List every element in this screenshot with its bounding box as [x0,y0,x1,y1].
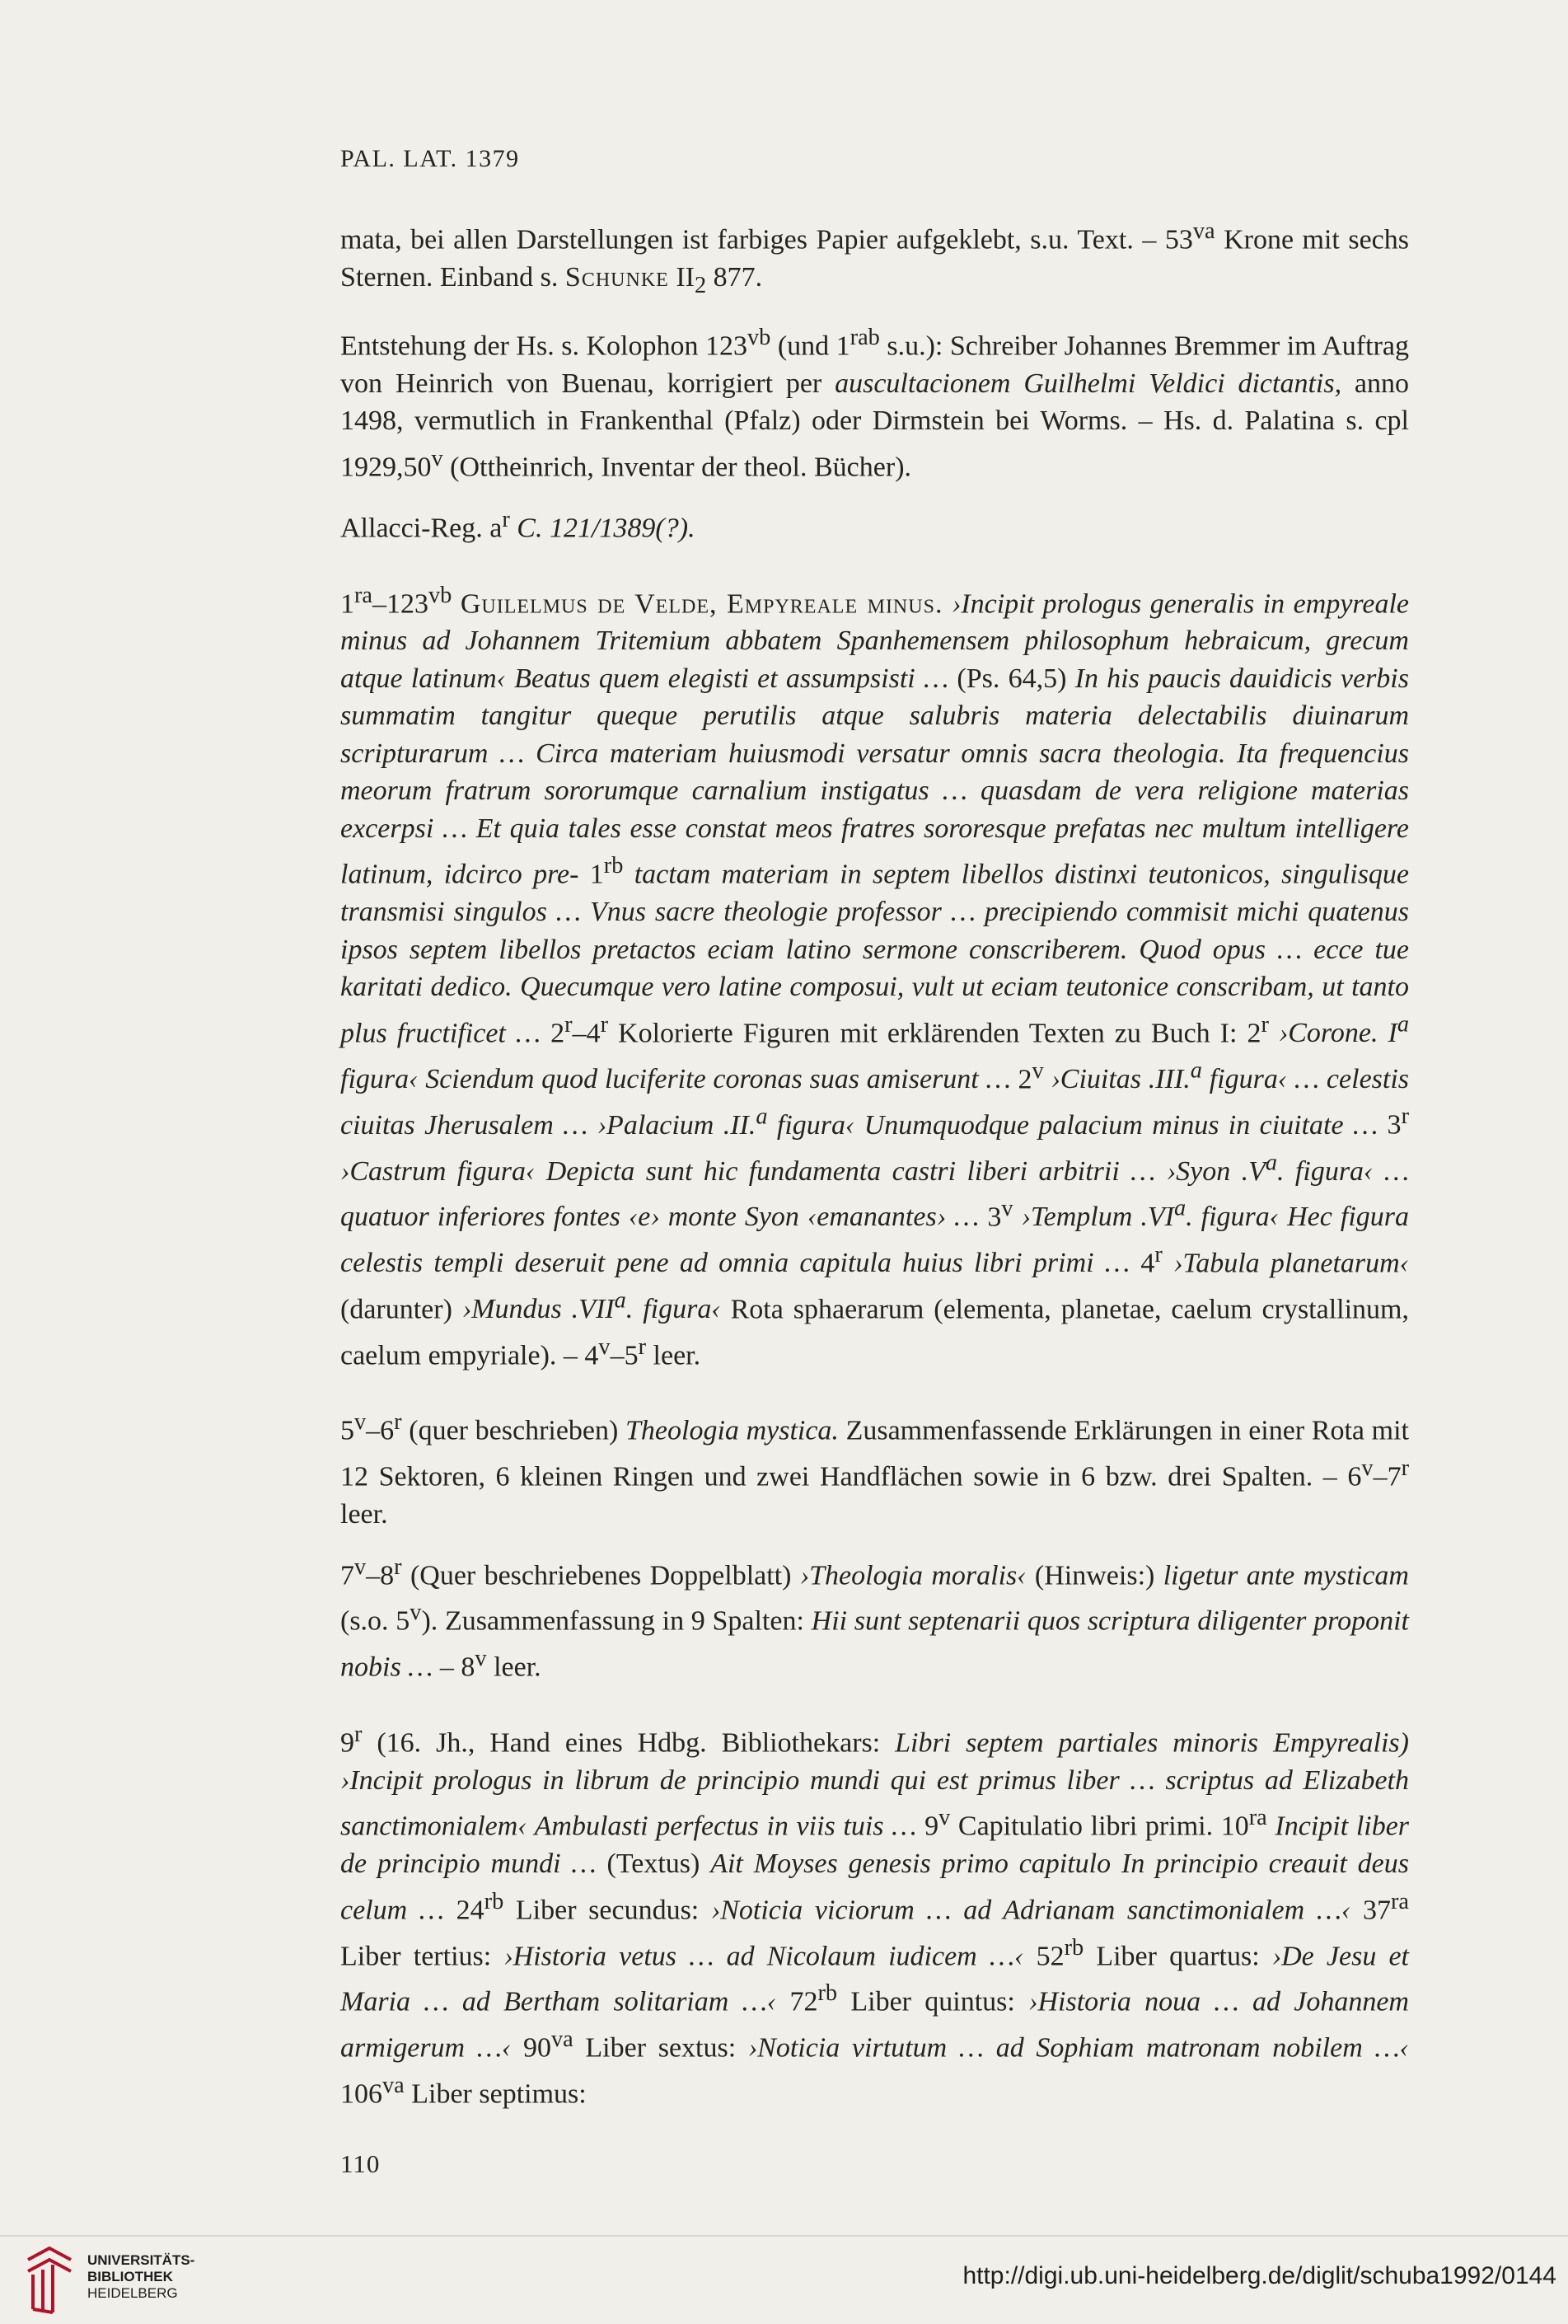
description-paragraph: 9$^r$ (16. Jh., Hand eines Hdbg. Bibliothekars: Libri septem partiales minoris Empyrealis) ›Incipit prologus in librum de principio mundi qui est primus liber … scriptus ad Elizabeth sanctimonialem‹ Ambulasti perfectus in viis tuis … 9$^v$ Capitulatio libri primi. $10^{ra}$ Incipit liber de principio mundi … (Textus) Ait Moyses genesis primo capitulo In principio creauit deus celum … $24^{rb}$ Liber secundus: ›Noticia viciorum … ad Adrianam sanctimonialem …‹ $37^{ra}$ Liber tertius: ›Historia vetus … ad Nicolaum iudicem …‹ $52^{rb}$ Liber quartus: ›De Jesu et Maria … ad Bertham solitariam …‹ $72^{rb}$ Liber quintus: ›Historia noua … ad Johannem armigerum …‹ $90^{va}$ Liber sextus: ›Noticia virtutum … ad Sophiam matronam nobilem …‹ $106^{va}$ Liber septimus: [340,1722,1410,2110]
description-paragraph: 5$^v$–6$^r$ (quer beschrieben) Theologia mystica. Zusammenfassende Erklärungen in einer Rota mit 12 Sektoren, 6 kleinen Ringen und zwei Handflächen sowie in 6 bzw. drei Spalten. – 6$^v$–7$^r$ leer. [340,1409,1410,1530]
page-number: 110 [340,2149,381,2178]
library-name-line: BIBLIOTHEK [87,2269,173,2284]
description-paragraph: Entstehung der Hs. s. Kolophon $123^{vb}$ (und $1^{rab}$ s.u.): Schreiber Johannes Bremmer im Auftrag von Heinrich von Buenau, korrigiert per auscultacionem Guilhelmi Veldici dictantis, anno 1498, vermutlich in Frankenthal (Pfalz) oder Dirmstein bei Worms. – Hs. d. Palatina s. cpl 1929,50$^v$ (Ottheinrich, Inventar der theol. Bücher). [340,325,1410,483]
description-paragraph: $1^{ra}-123^{vb}$ Guilelmus de Velde, Empyreale minus. ›Incipit prologus generalis in empyreale minus ad Johannem Tritemium abbatem Spanhemensem philosophum hebraicum, grecum atque latinum‹ Beatus quem elegisti et assumpsisti … (Ps. 64,5) In his paucis dauidicis verbis summatim tangitur queque perutilis atque salubris materia delectabilis diuinarum scripturarum … Circa materiam huiusmodi versatur omnis sacra theologia. Ita frequencius meorum fratrum sororumque carnalium instigatus … quasdam de vera religione materias excerpsi … Et quia tales esse constat meos fratres sororesque prefatas nec multum intelligere latinum, idcirco pre- $1^{rb}$ tactam materiam in septem libellos distinxi teutonicos, singulisque transmisi singulos … Vnus sacre theologie professor … precipiendo commisit michi quatenus ipsos septem libellos pretactos eciam latino sermone conscriberem. Quod opus … ecce tue karitati dedico. Quecumque vero latine composui, vult ut eciam teutonice conscribam, ut tanto plus fructificet … 2$^r$–4$^r$ Kolorierte Figuren mit erklärenden Texten zu Buch I: 2$^r$ ›Corone. $I^a$ figura‹ Sciendum quod luciferite coronas suas amiserunt … 2$^v$ ›Ciuitas .III.$^a$ figura‹ … celestis ciuitas Jherusalem … ›Palacium .II.$^a$ figura‹ Unumquodque palacium minus in ciuitate … 3$^r$ ›Castrum figura‹ Depicta sunt hic fundamenta castri liberi arbitrii … ›Syon $.V^a$. figura‹ … quatuor inferiores fontes ‹e› monte Syon ‹emanantes› … 3$^v$ ›Templum $.VI^a$. figura‹ Hec figura celestis templi deseruit pene ad omnia capitula huius libri primi … 4$^r$ ›Tabula planetarum‹ (darunter) ›Mundus .VII$^a$. figura‹ Rota sphaerarum (elementa, planetae, caelum crystallinum, caelum empyriale). – 4$^v$–5$^r$ leer. [340,582,1410,1371]
library-name-line: HEIDELBERG [87,2285,178,2301]
description-paragraph: 7$^v$–8$^r$ (Quer beschriebenes Doppelblatt) ›Theologia moralis‹ (Hinweis:) ligetur ante mysticam (s.o. 5$^v$). Zusammenfassung in 9 Spalten: Hii sunt septenarii quos scriptura diligenter proponit nobis … – 8$^v$ leer. [340,1553,1409,1683]
catalogue-entry-text [340,213,1409,2113]
source-url-link[interactable]: http://digi.ub.uni-heidelberg.de/diglit/schuba1992/0144 [962,2262,1556,2289]
library-name-line: UNIVERSITÄTS- [87,2252,195,2268]
library-name [87,2252,194,2302]
footer-divider [0,2235,1568,2237]
description-paragraph: mata, bei allen Darstellungen ist farbiges Papier aufgeklebt, s.u. Text. – $53^{va}$ Krone mit sechs Sternen. Einband s. Schunke $II_2$ 877. [340,218,1409,298]
description-paragraph: Allacci-Reg. $a^r$ C. 121/1389(?). [340,506,695,544]
running-title: PAL. LAT. 1379 [340,145,520,172]
library-logo-icon [21,2243,79,2316]
